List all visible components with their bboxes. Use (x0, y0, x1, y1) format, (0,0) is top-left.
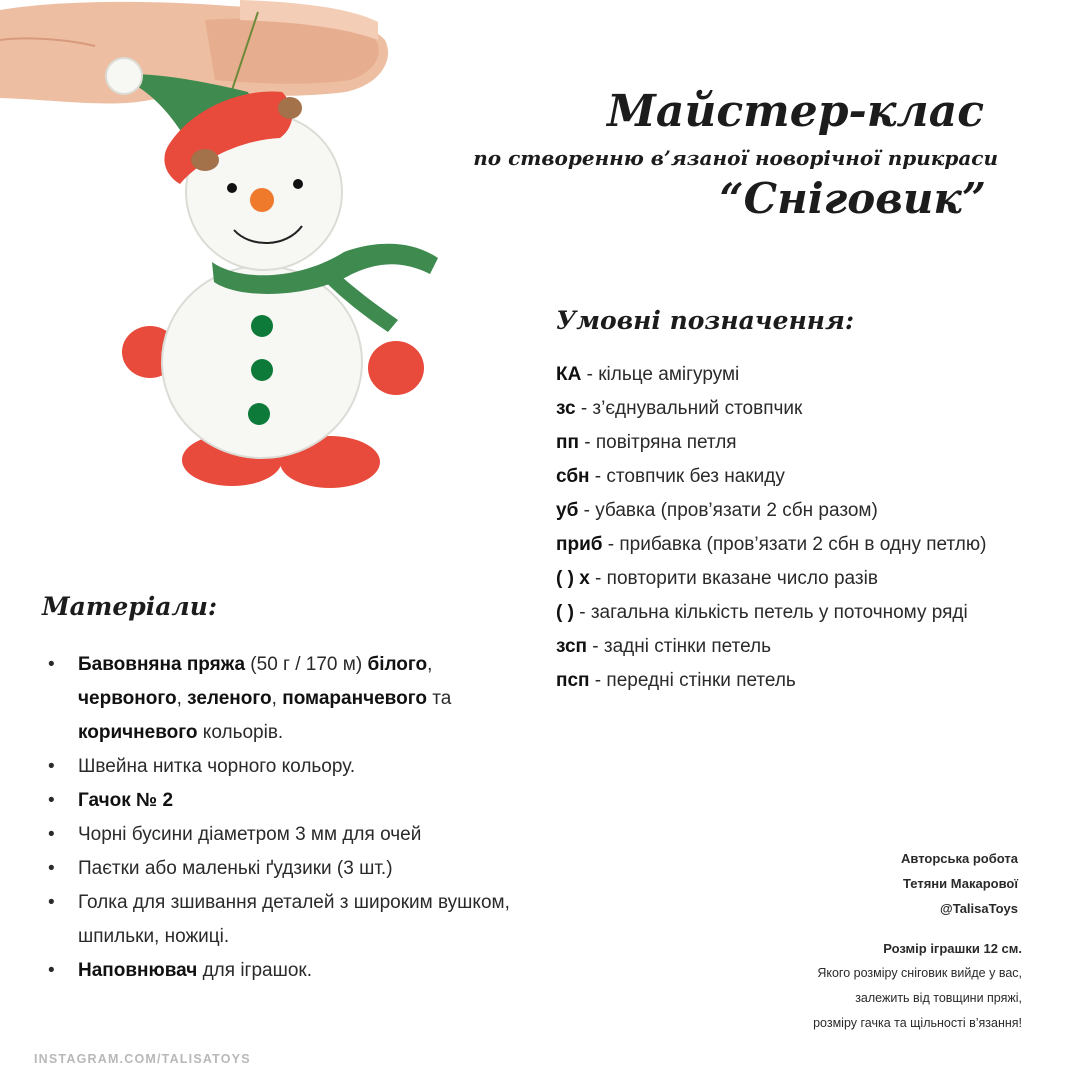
legend-desc: - передні стінки петель (589, 670, 796, 691)
material-beads (44, 818, 514, 852)
material-text: Паєтки або маленькі ґудзики (3 шт.) (78, 858, 393, 879)
separator: , (427, 654, 433, 675)
bullet-icon: • (48, 892, 55, 913)
material-text: Голка для зшивання деталей з широким вушком, шпильки, ножиці. (78, 892, 510, 947)
material-text: Гачок № 2 (78, 790, 174, 811)
legend-desc: - стовпчик без накиду (589, 466, 785, 487)
left-eye (227, 183, 237, 193)
legend-desc: - задні стінки петель (587, 636, 772, 657)
legend-desc: - повторити вказане число разів (589, 568, 878, 589)
button-icon (251, 359, 273, 381)
material-needle (44, 886, 514, 954)
materials-heading: Матеріали: (42, 592, 218, 621)
legend-desc: - повітряна петля (578, 432, 737, 453)
yarn-name: Бавовняна пряжа (78, 654, 246, 675)
bullet-icon: • (48, 756, 55, 777)
size-line: розміру гачка та щільності в’язання! (813, 1016, 1022, 1030)
toy-name: “Сніговик” (719, 174, 986, 223)
right-eye (293, 179, 303, 189)
material-text: Швейна нитка чорного кольору. (78, 756, 356, 777)
author-name: Тетяни Макарової (902, 876, 1018, 891)
legend-item (556, 358, 1026, 392)
legend-item (556, 426, 1026, 460)
legend-abbr: КА (556, 364, 582, 385)
legend-item (556, 494, 1026, 528)
legend-item (556, 562, 1026, 596)
page-subtitle: по створенню в’язаної новорічної прикраси (473, 146, 998, 170)
yarn-color: коричневого (78, 722, 198, 743)
yarn-spec: (50 г / 170 м) (245, 654, 368, 675)
legend-item (556, 664, 1026, 698)
button-icon (251, 315, 273, 337)
size-title: Розмір іграшки 12 см. (883, 941, 1022, 956)
materials-list (44, 648, 514, 988)
material-yarn (44, 648, 514, 750)
size-line: Якого розміру сніговик вийде у вас, (817, 966, 1022, 980)
legend-abbr: зс (556, 398, 576, 419)
separator: , (271, 688, 283, 709)
material-thread (44, 750, 514, 784)
legend-abbr: зсп (556, 636, 588, 657)
material-text: для іграшок. (197, 960, 313, 981)
legend-desc: - кільце амігурумі (581, 364, 740, 385)
material-text: Чорні бусини діаметром 3 мм для очей (78, 824, 422, 845)
legend-heading: Умовні позначення: (556, 306, 855, 335)
yarn-color: помаранчевого (282, 688, 427, 709)
legend-item (556, 596, 1026, 630)
separator: , (176, 688, 188, 709)
page-title: Майстер-клас (607, 86, 984, 137)
legend-item (556, 392, 1026, 426)
legend-item (556, 528, 1026, 562)
yarn-color: білого (367, 654, 428, 675)
legend-abbr: псп (556, 670, 590, 691)
size-note (813, 936, 1022, 1036)
yarn-tail: кольорів. (197, 722, 284, 743)
yarn-color: червоного (78, 688, 177, 709)
material-filler (44, 954, 514, 988)
legend-abbr: пп (556, 432, 579, 453)
legend-abbr: уб (556, 500, 579, 521)
legend-desc: - прибавка (пров’язати 2 сбн в одну петлю) (602, 534, 987, 555)
bullet-icon: • (48, 824, 55, 845)
material-text: Наповнювач (78, 960, 198, 981)
legend-desc: - загальна кількість петель у поточному ряді (573, 602, 968, 623)
author-line: Авторська робота (901, 851, 1018, 866)
instagram-footer: INSTAGRAM.COM/TALISATOYS (34, 1052, 251, 1066)
yarn-color: зеленого (187, 688, 272, 709)
legend-abbr: сбн (556, 466, 590, 487)
legend-desc: - убавка (пров’язати 2 сбн разом) (578, 500, 878, 521)
carrot-nose (250, 188, 274, 212)
legend-desc: - з’єднувальний стовпчик (575, 398, 803, 419)
bullet-icon: • (48, 654, 55, 675)
button-icon (248, 403, 270, 425)
bullet-icon: • (48, 858, 55, 879)
author-handle: @TalisaToys (940, 901, 1018, 916)
author-block (901, 846, 1018, 921)
size-line: залежить від товщини пряжі, (855, 991, 1022, 1005)
snowman-photo (0, 0, 460, 520)
pompom (106, 58, 142, 94)
legend-abbr: приб (556, 534, 603, 555)
right-mitten (368, 341, 424, 395)
material-sequins (44, 852, 514, 886)
bullet-icon: • (48, 960, 55, 981)
material-hook (44, 784, 514, 818)
legend-abbr: ( ) х (556, 568, 590, 589)
bullet-icon: • (48, 790, 55, 811)
separator: та (426, 688, 452, 709)
legend-list (556, 358, 1026, 698)
legend-item (556, 460, 1026, 494)
legend-abbr: ( ) (556, 602, 574, 623)
legend-item (556, 630, 1026, 664)
